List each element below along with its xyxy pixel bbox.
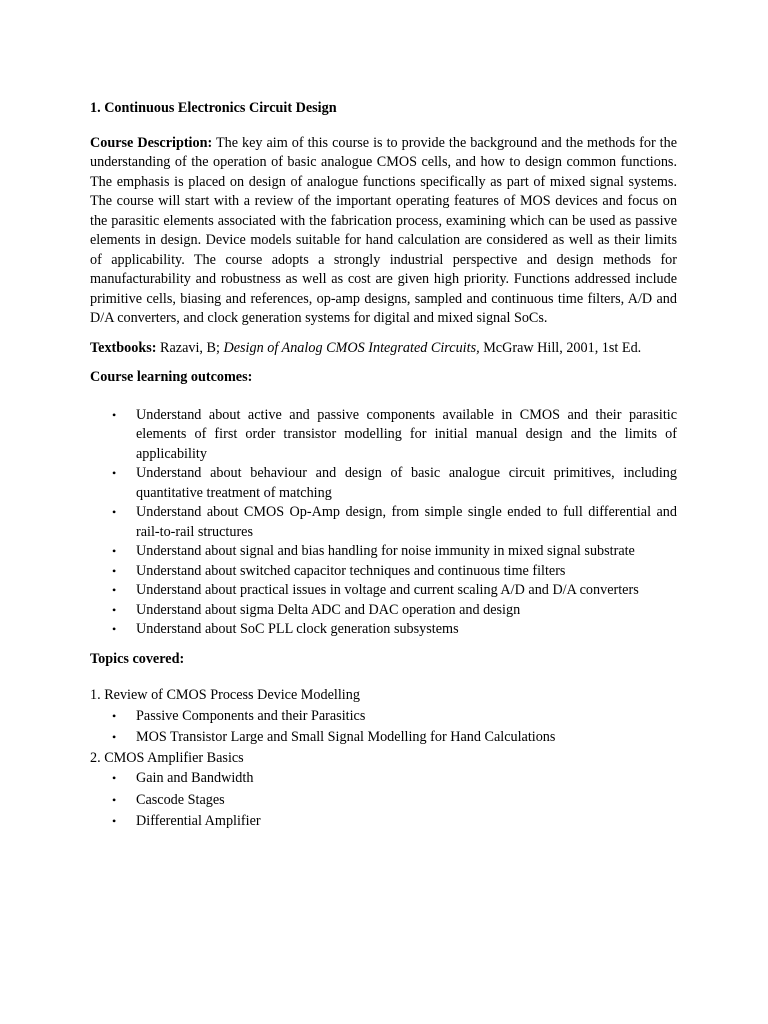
document-page: [90, 99, 677, 833]
list-item: [90, 601, 677, 621]
topic-items: [90, 768, 677, 833]
bullet-icon: •: [112, 544, 117, 558]
textbooks-title: Design of Analog CMOS Integrated Circuits,: [223, 339, 480, 356]
outcome-text: Understand about sigma Delta ADC and DAC operation and design: [136, 601, 521, 618]
bullet-icon: •: [112, 814, 117, 828]
bullet-icon: •: [112, 730, 117, 744]
list-item: [90, 620, 677, 640]
bullet-icon: •: [112, 407, 117, 422]
outcome-text: Understand about signal and bias handling for noise immunity in mixed signal substrate: [136, 543, 635, 559]
list-item: [90, 542, 677, 562]
list-item: [90, 727, 677, 749]
bullet-icon: •: [112, 622, 117, 636]
textbooks-label: Textbooks:: [90, 339, 157, 356]
course-description: [90, 134, 677, 329]
topic-item-text: Gain and Bandwidth: [136, 770, 254, 786]
outcome-text: Understand about behaviour and design of basic analogue circuit primitives, including quantitative treatment of matching: [136, 465, 677, 501]
outcome-text: Understand about CMOS Op-Amp design, from simple single ended to full differential and rail-to-rail structures: [136, 504, 677, 540]
list-item: [90, 768, 677, 790]
bullet-icon: •: [112, 583, 117, 597]
bullet-icon: •: [112, 466, 117, 480]
textbooks-publisher: McGraw Hill, 2001, 1st Ed.: [479, 339, 642, 356]
bullet-icon: •: [112, 792, 117, 807]
topic-title: 2. CMOS Amplifier Basics: [90, 749, 244, 766]
outcome-text: Understand about active and passive components available in CMOS and their parasitic elements of first order transistor modelling for initial manual design and the limits of applicability: [136, 406, 677, 462]
list-item: [90, 464, 677, 503]
bullet-icon: •: [112, 563, 117, 578]
list-item: [90, 406, 677, 465]
course-description-label: Course Description:: [90, 134, 213, 151]
list-item: [90, 706, 677, 728]
topics-heading: Topics covered:: [90, 650, 185, 667]
list-item: [90, 790, 677, 812]
course-description-text: The key aim of this course is to provide the background and the methods for the understanding of the operation of basic analogue CMOS cells, and how to design common functions. The emphasis is placed on design of analogue functions specifically as part of mixed signal systems. The course will start with a review of the important operating features of MOS devices and focus on the parasitic elements associated with the fabrication process, examining which can be used as passive elements in design. Device models suitable for hand calculation are considered as well as their limits of applicability. The course adopts a strongly industrial perspective and design methods for manufacturability and robustness as well as cost are given high priority. Functions addressed include primitive cells, biasing and references, op-amp designs, sampled and continuous time filters, A/D and D/A converters, and clock generation systems for digital and mixed signal SoCs.: [90, 134, 677, 326]
list-item: [90, 503, 677, 542]
outcome-text: Understand about practical issues in voltage and current scaling A/D and D/A converters: [136, 582, 639, 598]
bullet-icon: •: [112, 505, 117, 519]
outcomes-heading: Course learning outcomes:: [90, 369, 253, 385]
topic-items: [90, 706, 677, 749]
bullet-icon: •: [112, 771, 117, 785]
textbooks-author: Razavi, B;: [156, 339, 224, 356]
bullet-icon: •: [112, 708, 117, 723]
topic-title: 1. Review of CMOS Process Device Modelling: [90, 687, 360, 703]
topic-item-text: Cascode Stages: [136, 791, 225, 808]
list-item: [90, 562, 677, 582]
outcome-text: Understand about switched capacitor techniques and continuous time filters: [136, 562, 566, 579]
bullet-icon: •: [112, 602, 117, 617]
topic-item-text: Passive Components and their Parasitics: [136, 707, 366, 724]
outcome-text: Understand about SoC PLL clock generation subsystems: [136, 621, 459, 637]
course-heading: 1. Continuous Electronics Circuit Design: [90, 100, 337, 116]
textbooks: [90, 339, 677, 359]
list-item: [90, 811, 677, 833]
outcomes-list: [90, 406, 677, 640]
topic-item-text: Differential Amplifier: [136, 813, 261, 829]
list-item: [90, 581, 677, 601]
topic-item-text: MOS Transistor Large and Small Signal Modelling for Hand Calculations: [136, 729, 556, 745]
